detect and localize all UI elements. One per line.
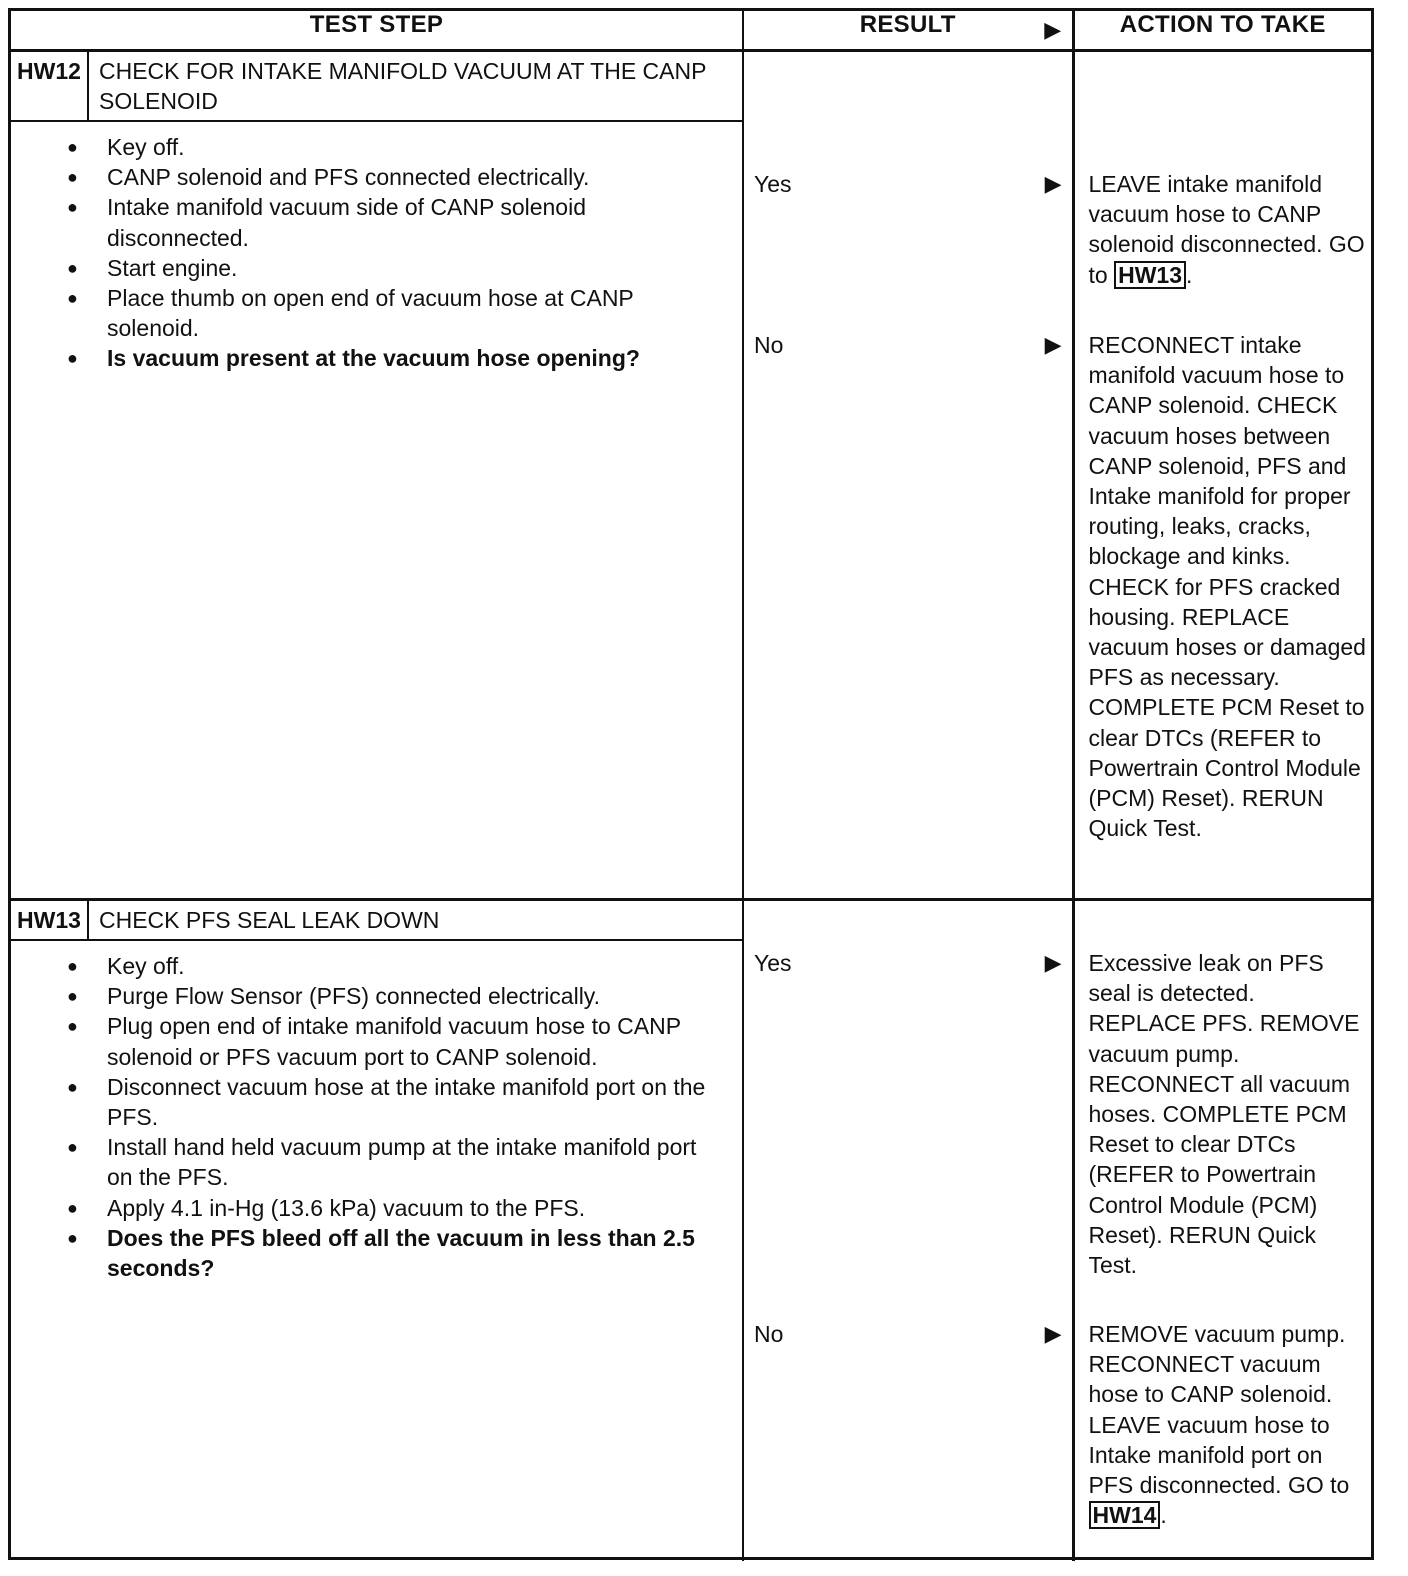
bullet-item: ● Place thumb on open end of vacuum hose at CANP solenoid. <box>107 283 722 343</box>
diagnostic-table <box>8 8 1374 1560</box>
result-yes: Yes ▶ <box>754 171 1062 197</box>
step-id: HW12 <box>11 52 89 120</box>
arrow-right-icon: ▶ <box>1044 1321 1062 1346</box>
bullet-item: ● CANP solenoid and PFS connected electrically. <box>107 162 722 192</box>
bullet-question: ● Is vacuum present at the vacuum hose opening? <box>107 343 722 373</box>
step-bullets <box>11 122 742 374</box>
action-yes: Excessive leak on PFS seal is detected. REPLACE PFS. REMOVE vacuum pump. RECONNECT all vacuum hoses. COMPLETE PCM Reset to clear DTCs (REFER to Powertrain Control Module (PCM) Reset). RERUN Quick Test. <box>1088 950 1360 1279</box>
diagnostic-grid <box>11 11 1371 1561</box>
step-id: HW13 <box>11 901 89 939</box>
bullet-item: ● Install hand held vacuum pump at the intake manifold port on the PFS. <box>107 1132 722 1192</box>
goto-step-link[interactable]: HW13 <box>1114 261 1186 289</box>
step-title: CHECK PFS SEAL LEAK DOWN <box>99 907 440 933</box>
bullet-item: ● Intake manifold vacuum side of CANP solenoid disconnected. <box>107 192 722 252</box>
step-cell-hw13 <box>11 900 743 1562</box>
header-row <box>11 11 1371 51</box>
step-title-bar <box>11 52 742 122</box>
step-cell-hw12 <box>11 51 743 900</box>
arrow-right-icon: ▶ <box>1044 17 1062 42</box>
action-no: RECONNECT intake manifold vacuum hose to CANP solenoid. CHECK vacuum hoses between CANP solenoid, PFS and Intake manifold for proper routing, leaks, cracks, blockage and kinks. CHECK for PFS cracked housing. REPLACE vacuum hoses or damaged PFS as necessary. COMPLETE PCM Reset to clear DTCs (REFER to Powertrain Control Module (PCM) Reset). RERUN Quick Test. <box>1088 332 1366 842</box>
header-test-step: TEST STEP <box>11 11 743 51</box>
result-yes: Yes ▶ <box>754 950 1062 976</box>
result-no: No ▶ <box>754 1321 1062 1347</box>
result-no: No ▶ <box>754 332 1062 358</box>
step-bullets <box>11 941 742 1283</box>
action-no: REMOVE vacuum pump. RECONNECT vacuum hose to CANP solenoid. LEAVE vacuum hose to Intake manifold port on PFS disconnected. GO to HW14 . <box>1088 1321 1350 1529</box>
bullet-item: ● Plug open end of intake manifold vacuum hose to CANP solenoid or PFS vacuum port to CANP solenoid. <box>107 1011 722 1071</box>
result-cell-hw12 <box>743 51 1073 900</box>
action-cell-hw12 <box>1073 51 1371 900</box>
header-action: ACTION TO TAKE <box>1073 11 1371 51</box>
bullet-item: ● Disconnect vacuum hose at the intake manifold port on the PFS. <box>107 1072 722 1132</box>
bullet-item: ● Apply 4.1 in-Hg (13.6 kPa) vacuum to the PFS. <box>107 1193 722 1223</box>
arrow-right-icon: ▶ <box>1044 171 1062 196</box>
arrow-right-icon: ▶ <box>1044 950 1062 975</box>
step-title-bar <box>11 901 742 941</box>
bullet-item: ● Key off. <box>107 132 722 162</box>
result-cell-hw13 <box>743 900 1073 1562</box>
action-yes: LEAVE intake manifold vacuum hose to CANP solenoid disconnected. GO to HW13 . <box>1088 171 1365 288</box>
header-result: RESULT ▶ <box>743 11 1073 51</box>
bullet-item: ● Start engine. <box>107 253 722 283</box>
goto-step-link[interactable]: HW14 <box>1089 1501 1161 1529</box>
action-cell-hw13 <box>1073 900 1371 1562</box>
step-title: CHECK FOR INTAKE MANIFOLD VACUUM AT THE CANP SOLENOID <box>99 58 707 114</box>
step-row-hw12 <box>11 51 1371 900</box>
bullet-item: ● Purge Flow Sensor (PFS) connected electrically. <box>107 981 722 1011</box>
step-row-hw13 <box>11 900 1371 1562</box>
bullet-item: ● Key off. <box>107 951 722 981</box>
arrow-right-icon: ▶ <box>1044 332 1062 357</box>
bullet-question: ● Does the PFS bleed off all the vacuum in less than 2.5 seconds? <box>107 1223 722 1283</box>
